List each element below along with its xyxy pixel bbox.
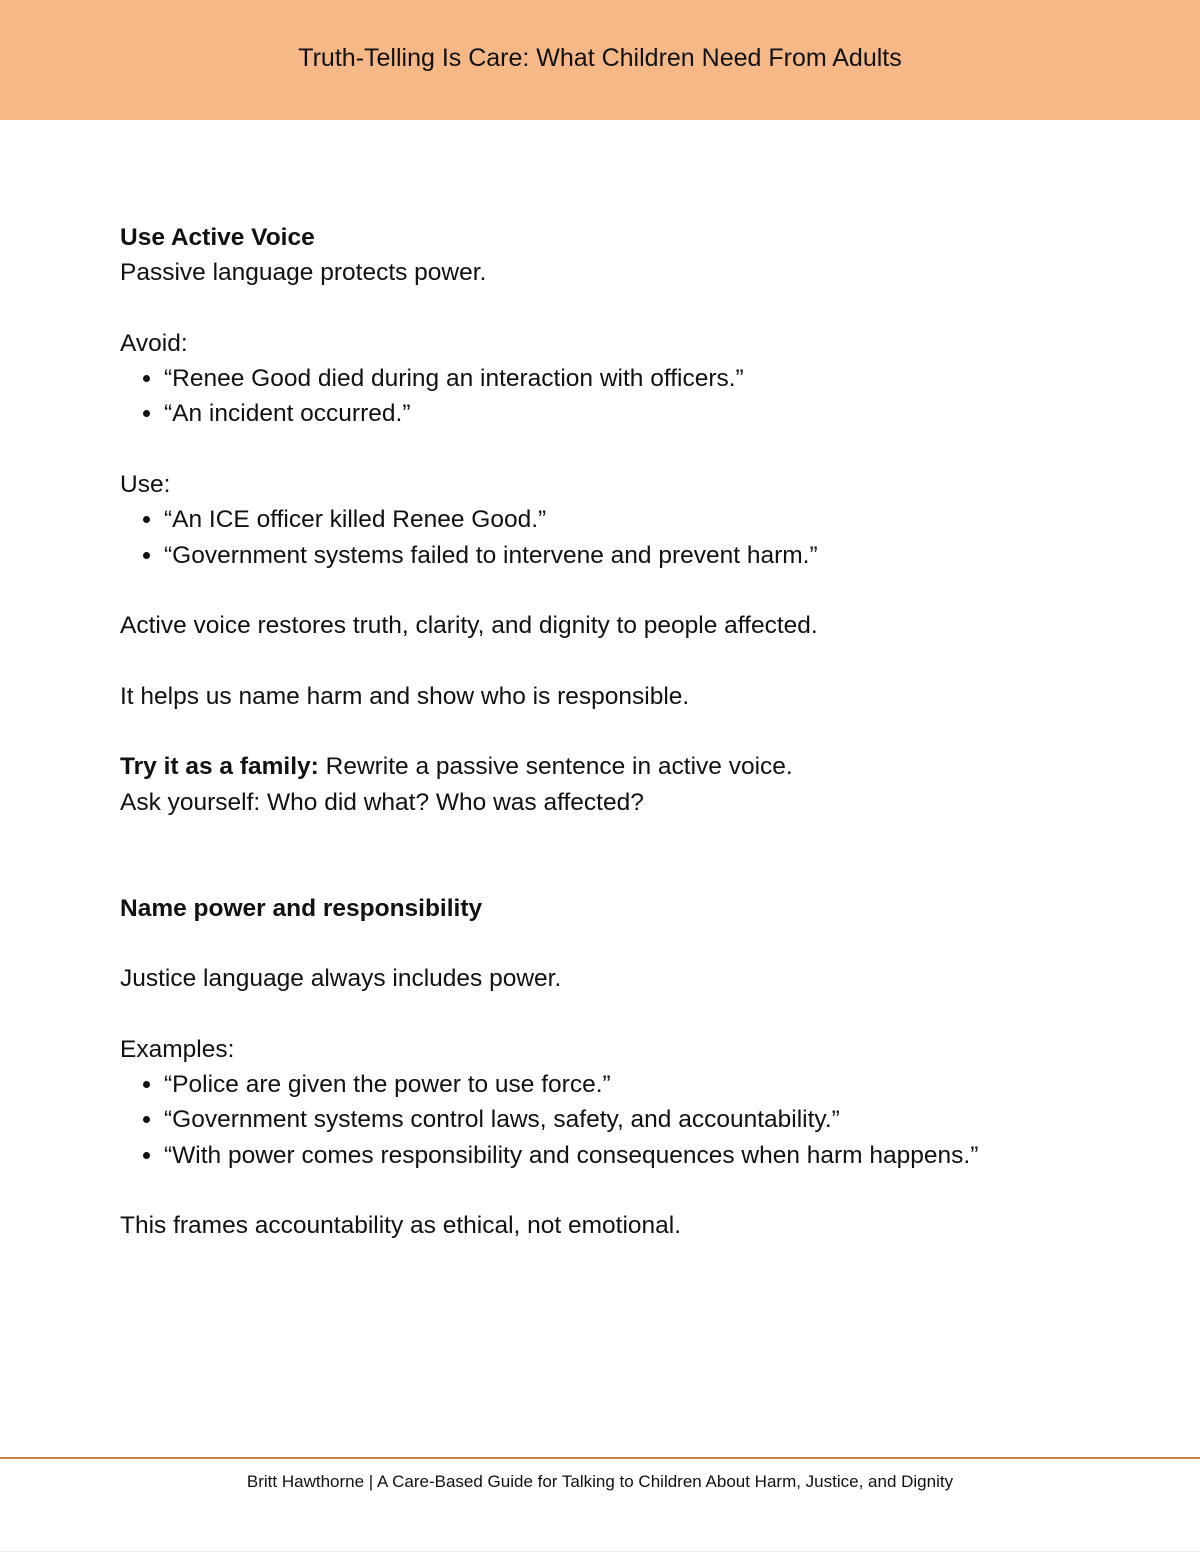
list-item: • “Renee Good died during an interaction with officers.” <box>164 361 1020 396</box>
paragraph: It helps us name harm and show who is responsible. <box>120 682 690 710</box>
paragraph: Active voice restores truth, clarity, and dignity to people affected. <box>120 612 818 640</box>
avoid-list <box>120 361 1020 432</box>
list-item: • “Government systems control laws, safety, and accountability.” <box>164 1102 1020 1137</box>
examples-label: Examples: <box>120 1035 235 1063</box>
list-item: • “An incident occurred.” <box>164 396 1020 431</box>
list-item: • “An ICE officer killed Renee Good.” <box>164 502 1020 537</box>
section-heading-power: Name power and responsibility <box>120 894 483 922</box>
list-item: • “Government systems failed to intervene and prevent harm.” <box>164 538 1020 573</box>
page-title: Truth-Telling Is Care: What Children Need From Adults <box>298 43 902 72</box>
section-intro: Passive language protects power. <box>120 259 487 287</box>
list-item: • “With power comes responsibility and consequences when harm happens.” <box>164 1138 1020 1173</box>
avoid-label: Avoid: <box>120 329 188 357</box>
use-list <box>120 502 1020 573</box>
list-item: • “Police are given the power to use force.” <box>164 1067 1020 1102</box>
page-edge <box>0 1551 1200 1552</box>
document-body <box>120 220 1020 1244</box>
try-it-label: Try it as a family: <box>120 753 319 781</box>
examples-list <box>120 1067 1020 1173</box>
paragraph: Ask yourself: Who did what? Who was affected? <box>120 788 644 816</box>
footer-divider <box>0 1457 1200 1459</box>
paragraph: This frames accountability as ethical, not emotional. <box>120 1212 682 1240</box>
section-intro: Justice language always includes power. <box>120 965 562 993</box>
use-label: Use: <box>120 471 171 499</box>
try-it-paragraph <box>120 749 1020 784</box>
page-header <box>0 0 1200 120</box>
page-footer: Britt Hawthorne | A Care-Based Guide for Talking to Children About Harm, Justice, and Dignity <box>246 1472 954 1491</box>
try-it-text: Rewrite a passive sentence in active voice. <box>318 753 793 781</box>
section-heading-active-voice: Use Active Voice <box>120 224 315 251</box>
